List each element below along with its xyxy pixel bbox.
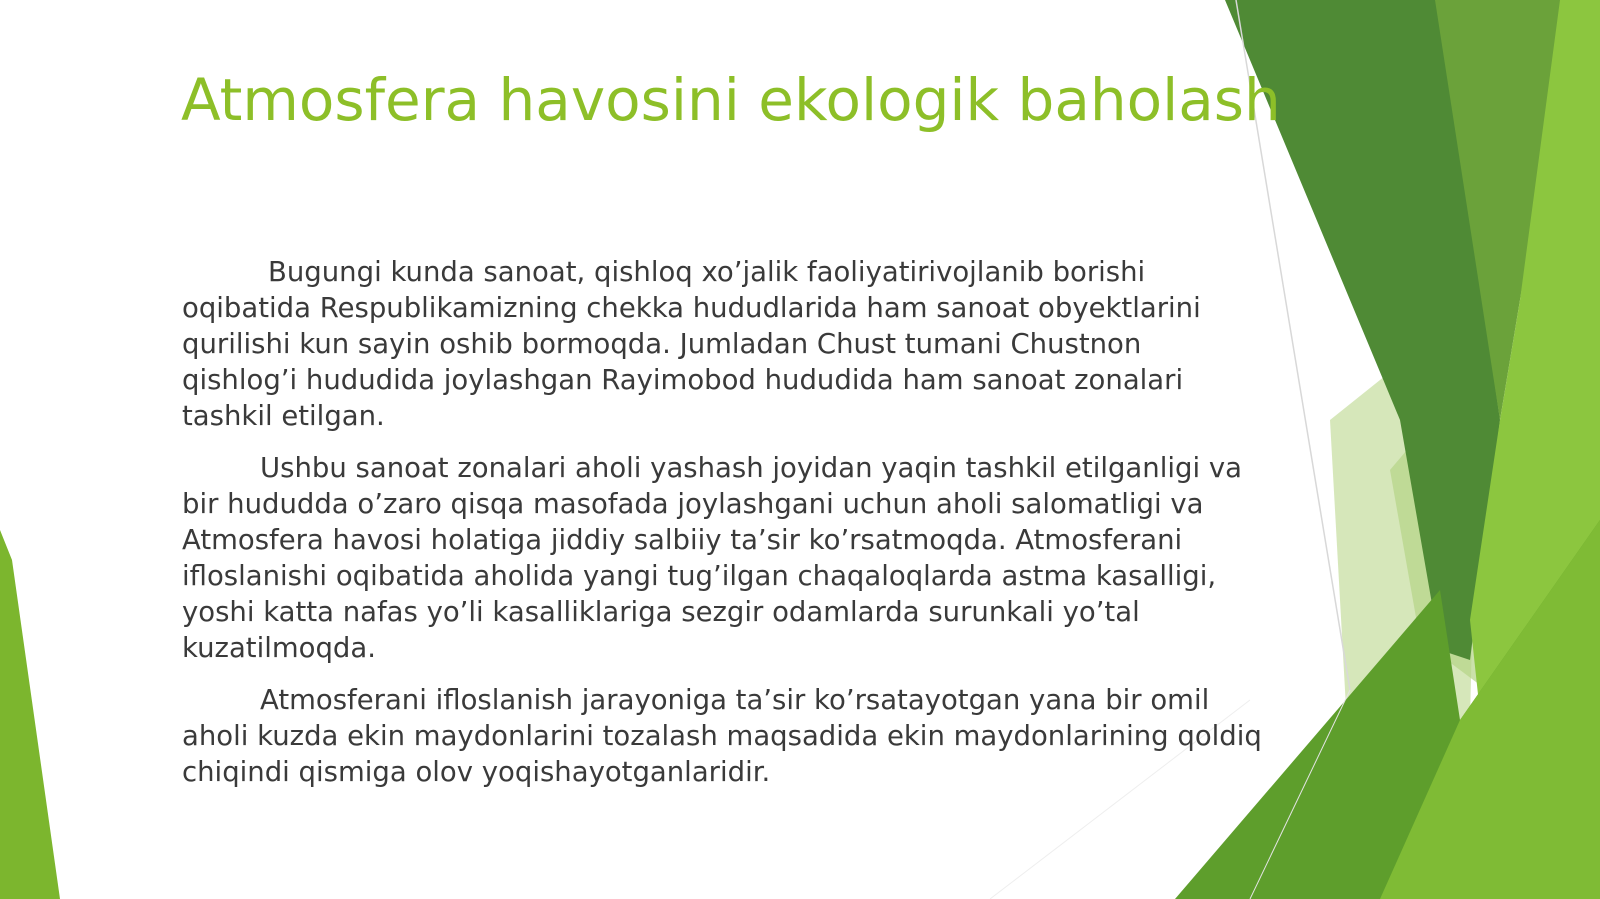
slide-title: Atmosfera havosini ekologik baholash <box>181 66 1281 134</box>
paragraph-2: Ushbu sanoat zonalari aholi yashash joyidan yaqin tashkil etilganligi va bir hududda o’zaro qisqa masofada joylashgani uchun aholi salomatligi va Atmosfera havosi holatiga jiddiy salbiiy ta’sir ko’rsatmoqda. Atmosferani ifloslanishi oqibatida aholida yangi tug’ilgan chaqaloqlarda astma kasalligi, yoshi katta nafas yo’li kasalliklariga sezgir odamlarda surunkali yo’tal kuzatilmoqda. <box>182 452 1242 664</box>
paragraph-3: Atmosferani ifloslanish jarayoniga ta’sir ko’rsatayotgan yana bir omil aholi kuzda ekin maydonlarini tozalash maqsadida ekin maydonlarining qoldiq chiqindi qismiga olov yoqishayotganlaridir. <box>182 684 1262 788</box>
paragraph-1: Bugungi kunda sanoat, qishloq xo’jalik faoliyatirivojlanib borishi oqibatida Respublikamizning chekka hududlarida ham sanoat obyektlarini qurilishi kun sayin oshib bormoqda. Jumladan Chust tumani Chustnon qishlog’i hududida joylashgan Rayimobod hududida ham sanoat zonalari tashkil etilgan. <box>182 256 1201 432</box>
slide-body <box>182 254 1262 806</box>
left-green-wedge <box>0 530 60 899</box>
